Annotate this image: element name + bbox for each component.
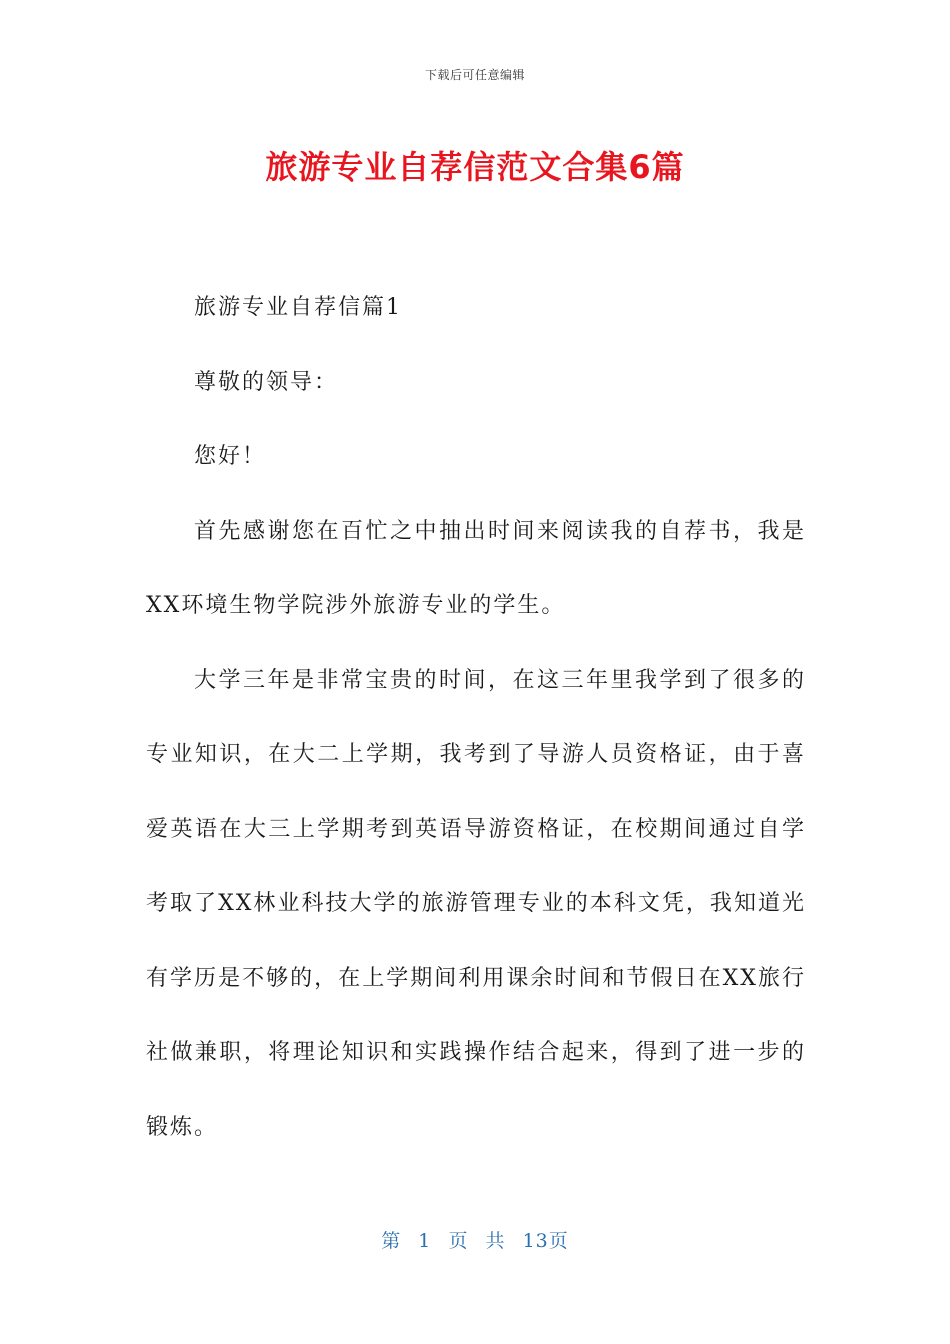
page-number-footer [0, 1226, 950, 1253]
salutation: 尊敬的领导： [194, 369, 339, 395]
document-body [146, 271, 806, 1165]
greeting: 您好！ [194, 444, 267, 469]
footer-total-label: 共 [485, 1230, 506, 1252]
section-heading: 旅游专业自荐信篇1 [194, 295, 402, 320]
footer-page-label: 第 [381, 1230, 402, 1252]
document-title: 旅游专业自荐信范文合集6篇 [265, 148, 685, 186]
footer-current-page: 1 [418, 1230, 432, 1252]
body-paragraph: 首先感谢您在百忙之中抽出时间来阅读我的自荐书，我是XX环境生物学院涉外旅游专业的学生。 [146, 518, 806, 618]
page-header-note: 下载后可任意编辑 [424, 68, 525, 82]
footer-total-pages: 13页 [522, 1230, 569, 1252]
footer-page-unit: 页 [448, 1230, 469, 1252]
body-paragraph: 大学三年是非常宝贵的时间，在这三年里我学到了很多的专业知识，在大二上学期，我考到了导游人员资格证，由于喜爱英语在大三上学期考到英语导游资格证，在校期间通过自学考取了XX林业科技大学的旅游管理专业的本科文凭，我知道光有学历是不够的，在上学期间利用课余时间和节假日在XX旅行社做兼职，将理论知识和实践操作结合起来，得到了进一步的锻炼。 [146, 667, 806, 1140]
